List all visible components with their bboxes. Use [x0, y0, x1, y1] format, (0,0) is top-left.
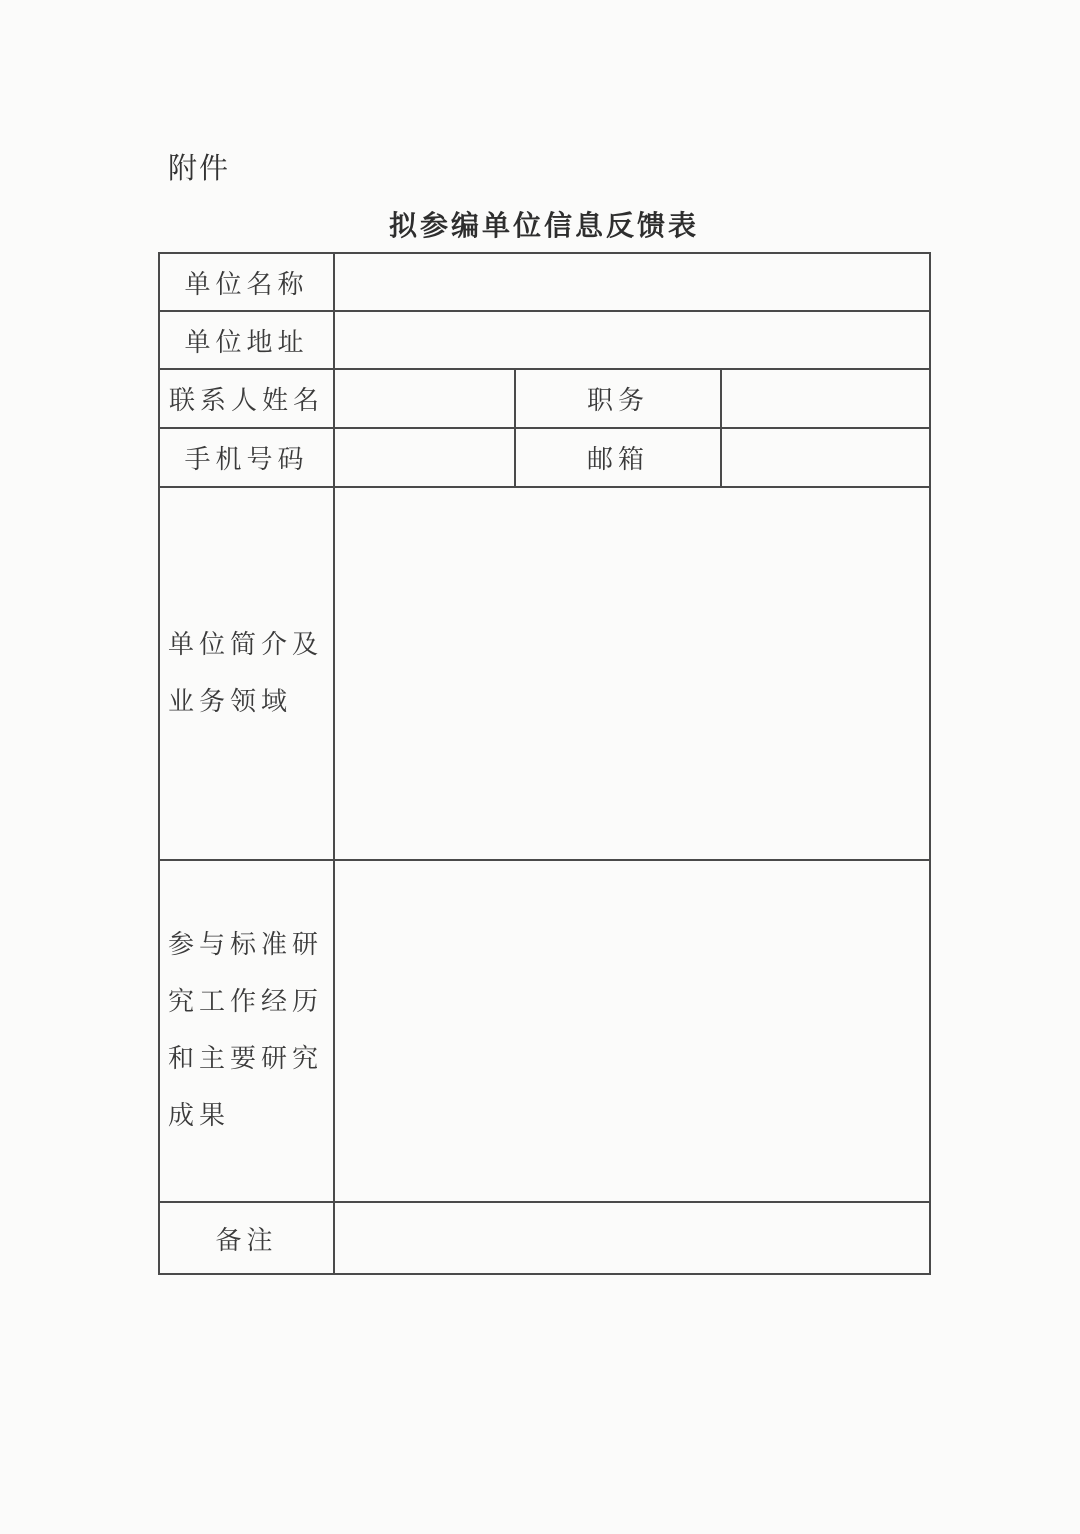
- experience-label: [159, 860, 334, 1202]
- intro-label-line-2: 业务领域: [168, 686, 293, 717]
- intro-field[interactable]: [334, 487, 930, 860]
- row-unit-name: [159, 253, 930, 311]
- feedback-form-table: [158, 252, 931, 1275]
- remarks-field[interactable]: [334, 1202, 930, 1274]
- row-phone-email: [159, 428, 930, 487]
- experience-label-line-4: 成果: [168, 1101, 231, 1131]
- phone-label: 手机号码: [159, 428, 334, 487]
- experience-label-line-2: 究工作经历: [168, 987, 324, 1017]
- remarks-label: 备注: [159, 1202, 334, 1274]
- unit-name-label: 单位名称: [159, 253, 334, 311]
- experience-label-line-3: 和主要研究: [168, 1044, 324, 1074]
- form-title: 拟参编单位信息反馈表: [388, 209, 699, 242]
- unit-name-field[interactable]: [334, 253, 930, 311]
- email-field[interactable]: [721, 428, 930, 487]
- contact-name-field[interactable]: [334, 369, 515, 428]
- row-intro: [159, 487, 930, 860]
- phone-field[interactable]: [334, 428, 515, 487]
- experience-field[interactable]: [334, 860, 930, 1202]
- unit-address-field[interactable]: [334, 311, 930, 369]
- row-remarks: [159, 1202, 930, 1274]
- position-label: 职务: [515, 369, 721, 428]
- experience-label-line-1: 参与标准研: [168, 930, 324, 960]
- intro-label: [159, 487, 334, 860]
- row-unit-address: [159, 311, 930, 369]
- attachment-label: 附件: [168, 151, 231, 185]
- contact-name-label: 联系人姓名: [159, 369, 334, 428]
- position-field[interactable]: [721, 369, 930, 428]
- row-contact: [159, 369, 930, 428]
- email-label: 邮箱: [515, 428, 721, 487]
- row-experience: [159, 860, 930, 1202]
- unit-address-label: 单位地址: [159, 311, 334, 369]
- intro-label-line-1: 单位简介及: [168, 629, 324, 660]
